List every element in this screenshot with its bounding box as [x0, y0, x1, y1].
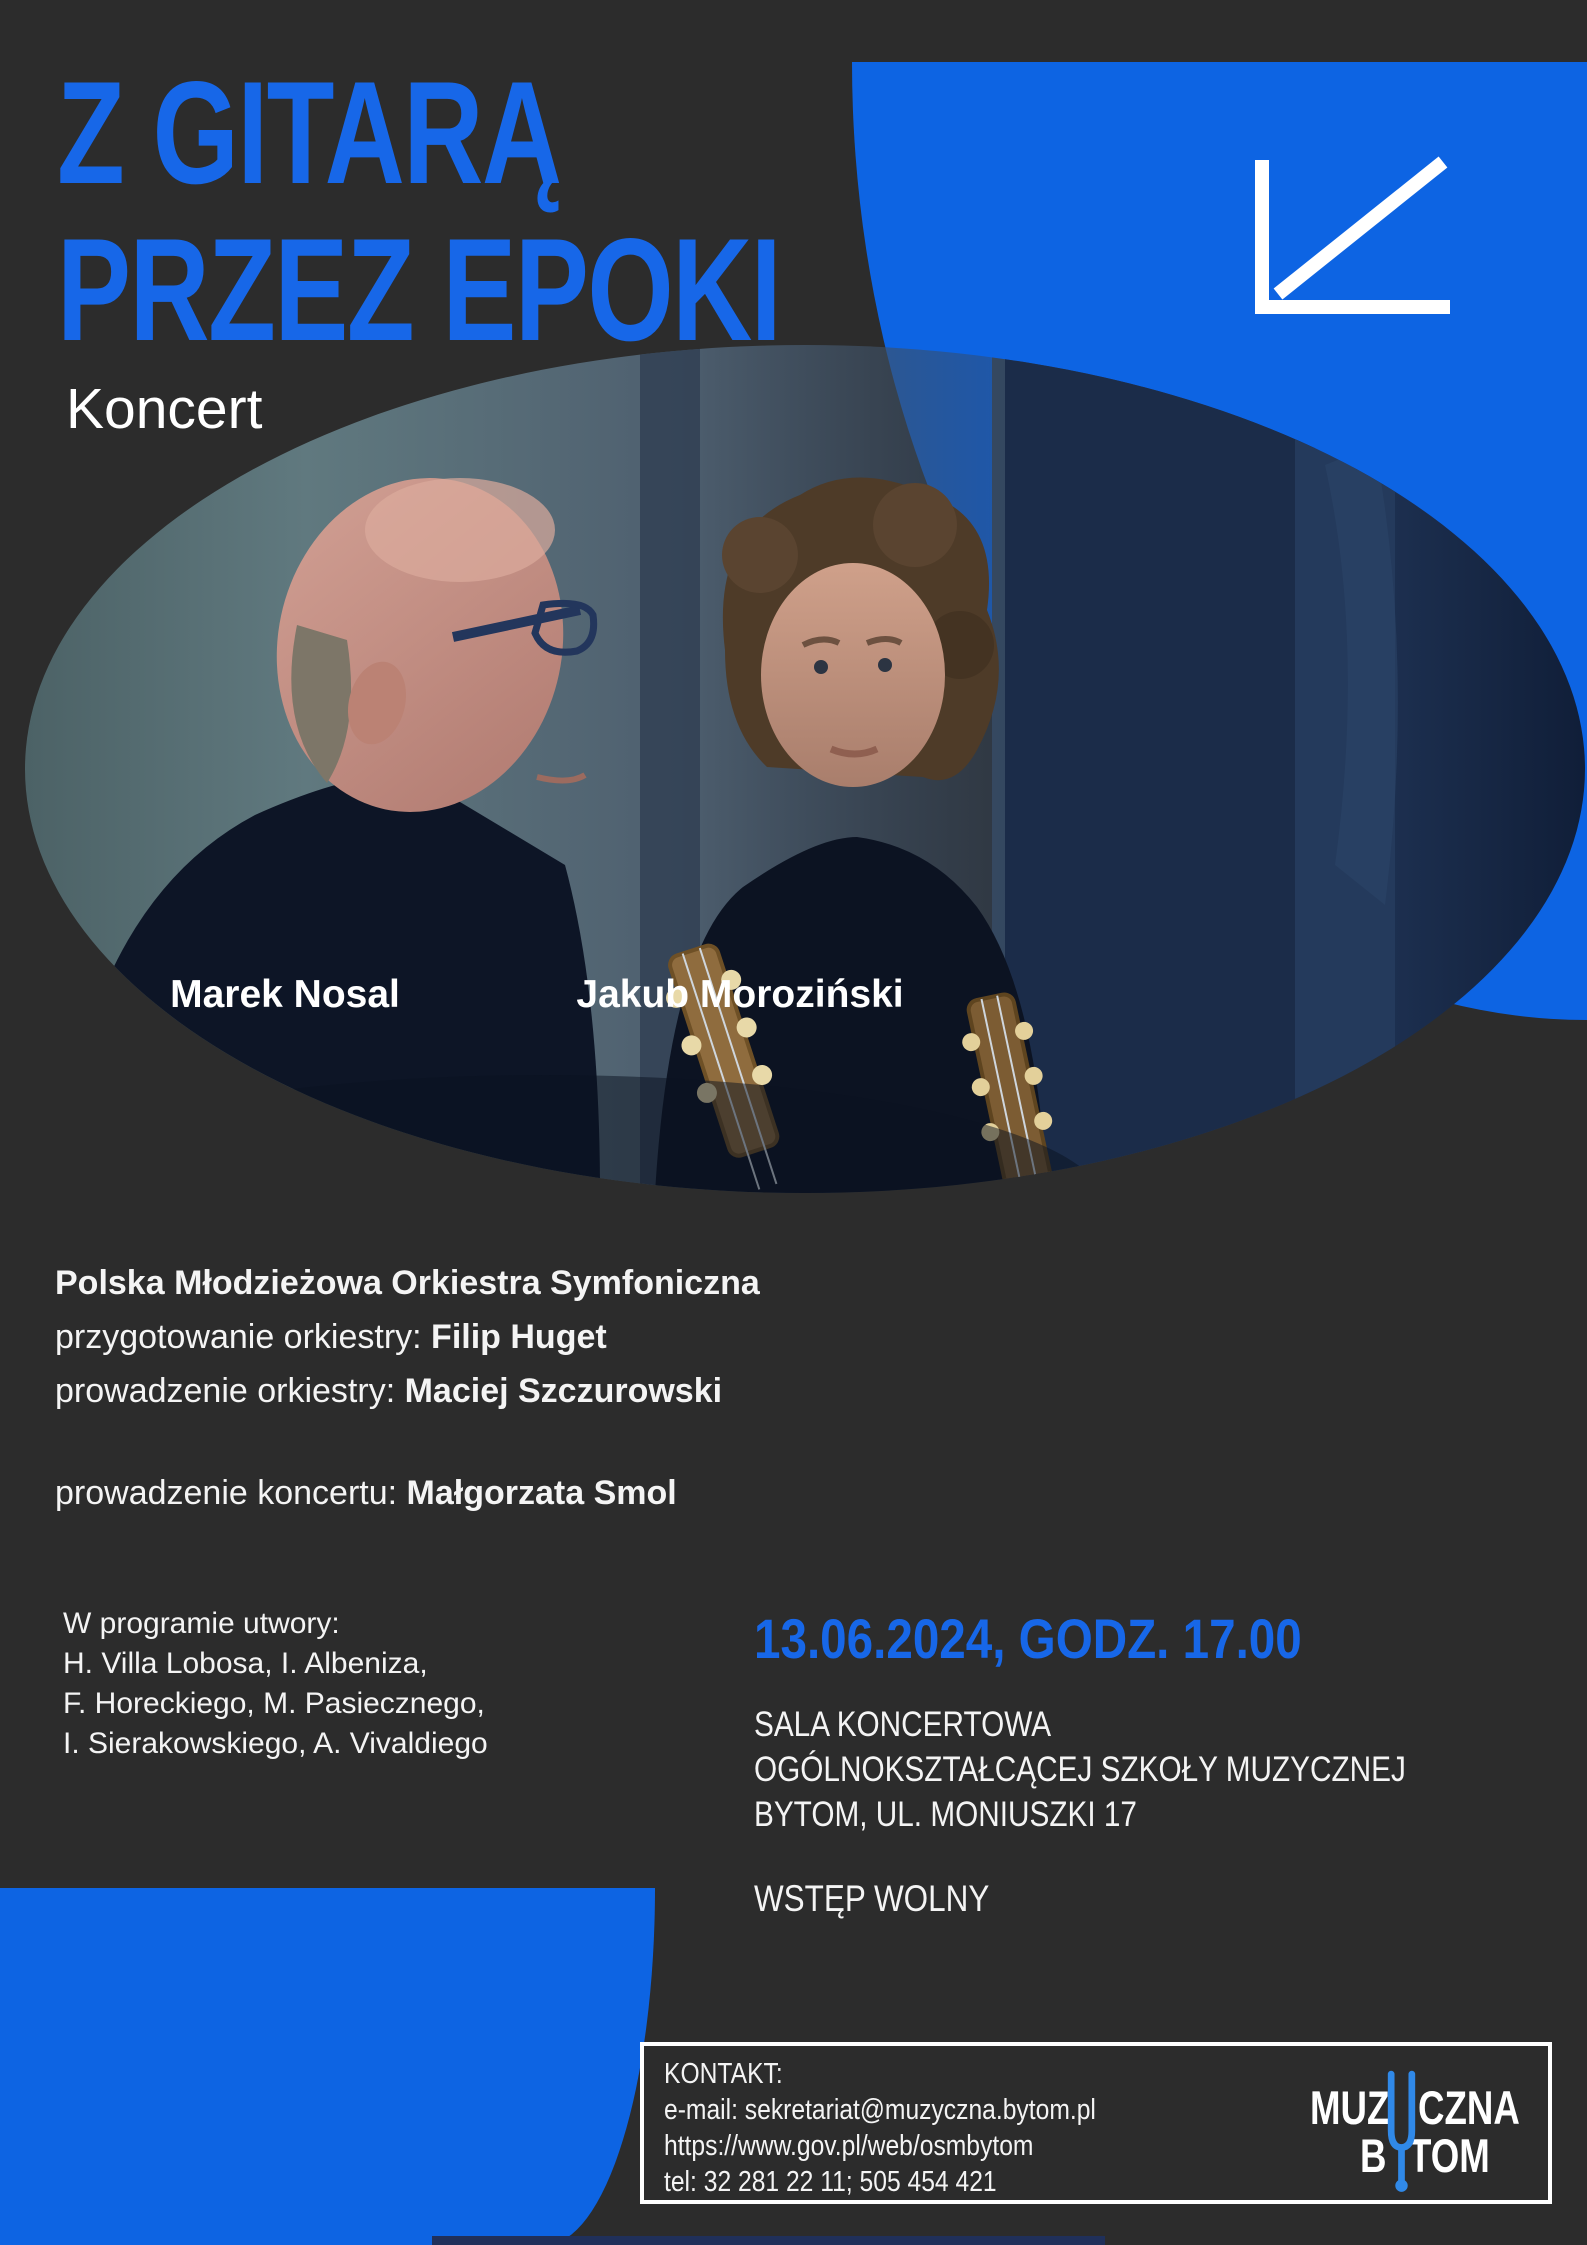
venue-line: SALA KONCERTOWA: [754, 1705, 1052, 1744]
logo-text-czna: CZNA: [1418, 2081, 1520, 2134]
bottom-accent-bar: [432, 2236, 1105, 2245]
contact-email: e-mail: sekretariat@muzyczna.bytom.pl: [664, 2094, 1096, 2126]
program-block: [63, 1604, 488, 1764]
credits-block: [55, 1256, 760, 1520]
performers-photo-art: [25, 345, 1585, 1193]
program-heading: W programie utwory:: [63, 1607, 340, 1640]
poster-title: [57, 51, 1008, 371]
poster-subtitle: Koncert: [66, 377, 263, 441]
contact-phone: tel: 32 281 22 11; 505 454 421: [664, 2166, 997, 2198]
credit-line-host: prowadzenie koncertu: Małgorzata Smol: [55, 1474, 677, 1512]
contact-box: [640, 2042, 1552, 2204]
title-line-2: PRZEZ EPOKI: [57, 208, 781, 371]
event-datetime: 13.06.2024, GODZ. 17.00: [754, 1607, 1302, 1670]
logo-text-b: B: [1360, 2129, 1387, 2182]
bottom-left-accent-shape: [0, 1888, 655, 2245]
tuning-fork-icon: [1386, 2070, 1417, 2196]
program-line: F. Horeckiego, M. Pasiecznego,: [63, 1687, 485, 1720]
contact-text: [664, 2056, 1172, 2200]
title-line-1: Z GITARĄ: [57, 51, 561, 214]
contact-website: https://www.gov.pl/web/osmbytom: [664, 2130, 1034, 2162]
performers-photo: [25, 345, 1585, 1193]
orchestra-name: Polska Młodzieżowa Orkiestra Symfoniczna: [55, 1264, 760, 1302]
venue-line: OGÓLNOKSZTAŁCĄCEJ SZKOŁY MUZYCZNEJ: [754, 1750, 1406, 1789]
program-line: H. Villa Lobosa, I. Albeniza,: [63, 1647, 428, 1680]
muzyczna-bytom-logo: [1310, 2070, 1554, 2202]
venue-line: BYTOM, UL. MONIUSZKI 17: [754, 1795, 1137, 1834]
admission-note: WSTĘP WOLNY: [754, 1878, 990, 1919]
credit-line-conductor: prowadzenie orkiestry: Maciej Szczurowski: [55, 1372, 723, 1410]
venue-block: [754, 1702, 1521, 1837]
performer-name-left: Marek Nosal: [170, 973, 400, 1016]
contact-heading: KONTAKT:: [664, 2058, 783, 2090]
program-line: I. Sierakowskiego, A. Vivaldiego: [63, 1727, 488, 1760]
arrow-down-left-icon: [1250, 154, 1455, 326]
credit-line-preparation: przygotowanie orkiestry: Filip Huget: [55, 1318, 607, 1356]
performer-name-right: Jakub Moroziński: [576, 973, 904, 1016]
logo-text-muz: MUZ: [1310, 2081, 1390, 2134]
logo-text-tom: TOM: [1409, 2129, 1490, 2182]
